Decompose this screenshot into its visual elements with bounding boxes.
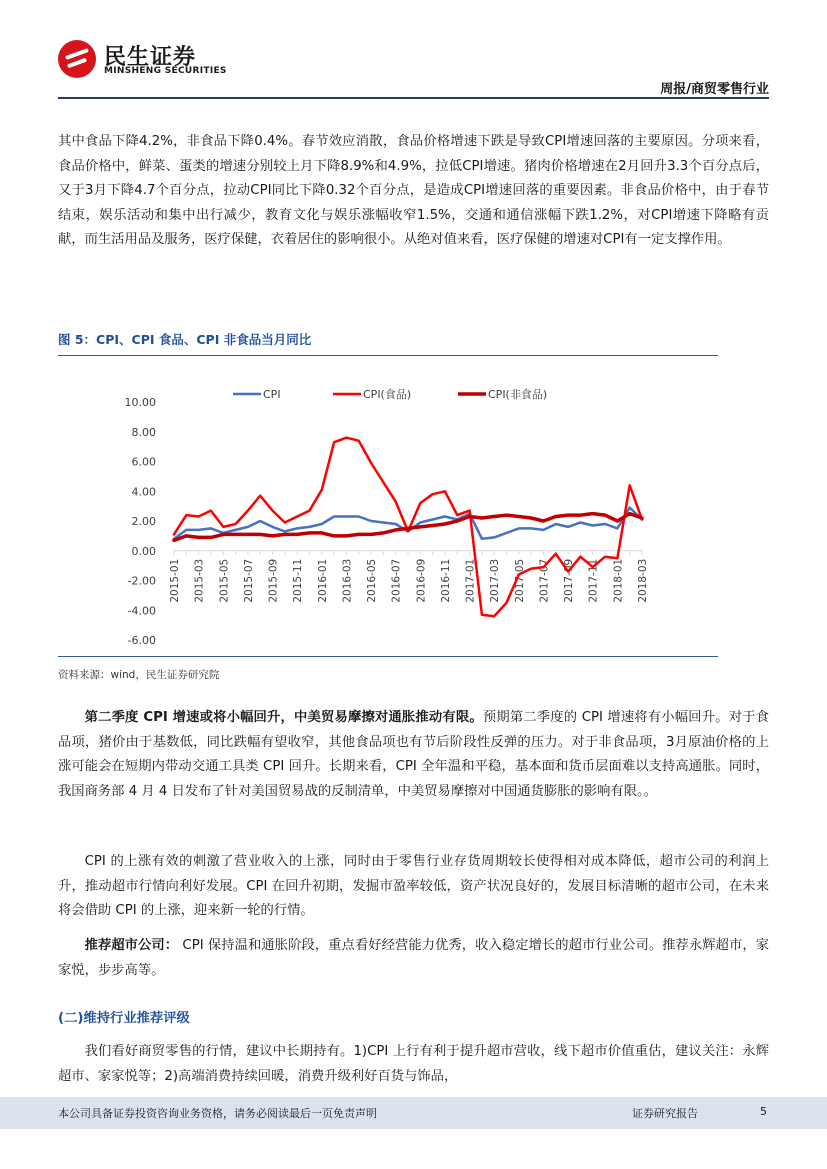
figure-source: 资料来源：wind，民生证券研究院: [58, 669, 220, 681]
paragraph-lead: 第二季度 CPI 增速或将小幅回升，中美贸易摩擦对通胀推动有限。: [84, 710, 483, 725]
y-tick-label: 0.00: [131, 544, 156, 558]
y-tick-label: 6.00: [131, 455, 156, 469]
x-tick-label: 2016-01: [316, 558, 329, 603]
x-tick-label: 2017-03: [489, 558, 502, 603]
paragraph-lead: 推荐超市公司：: [84, 938, 179, 953]
x-tick-label: 2017-07: [538, 558, 551, 603]
report-type: 周报/商贸零售行业: [660, 82, 769, 97]
y-tick-label: 8.00: [131, 425, 156, 439]
legend-label: CPI: [263, 388, 281, 401]
y-tick-label: 10.00: [124, 396, 156, 409]
figure-title: 图 5：CPI、CPI 食品、CPI 非食品当月同比: [58, 332, 312, 347]
x-tick-label: 2017-01: [464, 558, 477, 603]
logo-chinese-name: 民生证券: [104, 45, 197, 70]
y-tick-label: -2.00: [127, 574, 156, 588]
x-tick-label: 2015-09: [267, 558, 280, 603]
x-tick-label: 2016-09: [415, 558, 428, 603]
x-tick-label: 2018-01: [612, 558, 625, 603]
paragraph-cpi-analysis: [58, 130, 769, 253]
y-axis: [125, 396, 157, 647]
y-tick-label: 4.00: [131, 485, 156, 499]
x-tick-label: 2015-05: [218, 558, 231, 603]
x-axis: [169, 551, 649, 603]
paragraph-supermarket-profit: [58, 850, 769, 924]
paragraph-text: CPI 保持温和通胀阶段，重点看好经营能力优秀，收入稳定增长的超市行业公司。推荐永辉超市，家家悦，步步高等。: [58, 938, 769, 978]
figure-bottom-divider: [58, 656, 718, 657]
x-tick-label: 2015-01: [169, 558, 181, 603]
x-tick-label: 2017-11: [587, 558, 600, 603]
figure-top-divider: [58, 355, 718, 356]
y-tick-label: -6.00: [127, 634, 156, 647]
x-tick-label: 2017-09: [563, 558, 576, 603]
paragraph-text: 我们看好商贸零售的行情，建议中长期持有。1)CPI 上行有利于提升超市营收，线下超市价值重估，建议关注：永辉超市、家家悦等；2)高端消费持续回暖，消费升级利好百货与饰品，: [58, 1044, 769, 1084]
x-tick-label: 2018-03: [637, 558, 649, 603]
x-tick-label: 2015-07: [242, 558, 255, 603]
paragraph-q2-outlook: [58, 706, 769, 804]
header-divider: [58, 97, 769, 99]
y-tick-label: -4.00: [127, 604, 156, 618]
footer-report-label: 证券研究报告: [632, 1107, 698, 1120]
x-tick-label: 2015-11: [292, 558, 305, 603]
x-tick-label: 2015-03: [193, 558, 206, 603]
x-tick-label: 2016-03: [341, 558, 354, 603]
paragraph-text: CPI 的上涨有效的刺激了营业收入的上涨，同时由于零售行业存货周期较长使得相对成本降低，超市公司的利润上升，推动超市行情向利好发展。CPI 在回升初期，发掘市盈率较低，资产状况良好的，发展目标清晰的超市公司，在未来将会借助 CPI 的上涨，迎来新一轮的行情。: [58, 854, 769, 918]
x-tick-label: 2016-11: [439, 558, 452, 603]
legend-label: CPI(非食品): [488, 388, 548, 401]
cpi-line-chart: [118, 378, 658, 650]
paragraph-text: 预期第二季度的 CPI 增速将有小幅回升。对于食品项，猪价由于基数低，同比跌幅有望收窄，其他食品项也有节后阶段性反弹的压力。对于非食品项，3月原油价格的上涨可能会在短期内带动交通工具类 CPI 回升。长期来看，CPI 全年温和平稳，基本面和货币层面难以支持高通胀。同时，我国商务部 4 月 4 日发布了针对美国贸易战的反制清单，中美贸易摩擦对中国通货膨胀的影响有限。。: [58, 710, 769, 799]
paragraph-text: 其中食品下降4.2%，非食品下降0.4%。春节效应消散，食品价格增速下跌是导致CPI增速回落的主要原因。分项来看，食品价格中，鲜菜、蛋类的增速分别较上月下降8.9%和4.9%，拉低CPI增速。猪肉价格增速在2月回升3.3个百分点后，又于3月下降4.7个百分点，拉动CPI同比下降0.32个百分点，是造成CPI增速回落的重要因素。非食品价格中，由于春节结束，娱乐活动和集中出行减少，教育文化与娱乐涨幅收窄1.5%，交通和通信涨幅下跌1.2%，对CPI增速下降略有贡献，而生活用品及服务，医疗保健，衣着居住的影响很小。从绝对值来看，医疗保健的增速对CPI有一定支撑作用。: [58, 134, 769, 247]
paragraph-recommendation: [58, 934, 769, 983]
logo-english-name: MINSHENG SECURITIES: [104, 66, 227, 76]
x-tick-label: 2016-05: [366, 558, 379, 603]
x-tick-label: 2017-05: [513, 558, 526, 603]
legend-label: CPI(食品): [363, 388, 412, 401]
page-number: 5: [760, 1105, 767, 1118]
y-tick-label: 2.00: [131, 515, 156, 528]
footer-disclaimer: 本公司具备证券投资咨询业务资格，请务必阅读最后一页免责声明: [58, 1107, 377, 1120]
minsheng-logo-icon: [58, 40, 96, 78]
section-title: (二)维持行业推荐评级: [58, 1011, 190, 1026]
x-tick-label: 2016-07: [390, 558, 403, 603]
paragraph-rating: [58, 1040, 769, 1089]
chart-legend: [233, 387, 547, 401]
